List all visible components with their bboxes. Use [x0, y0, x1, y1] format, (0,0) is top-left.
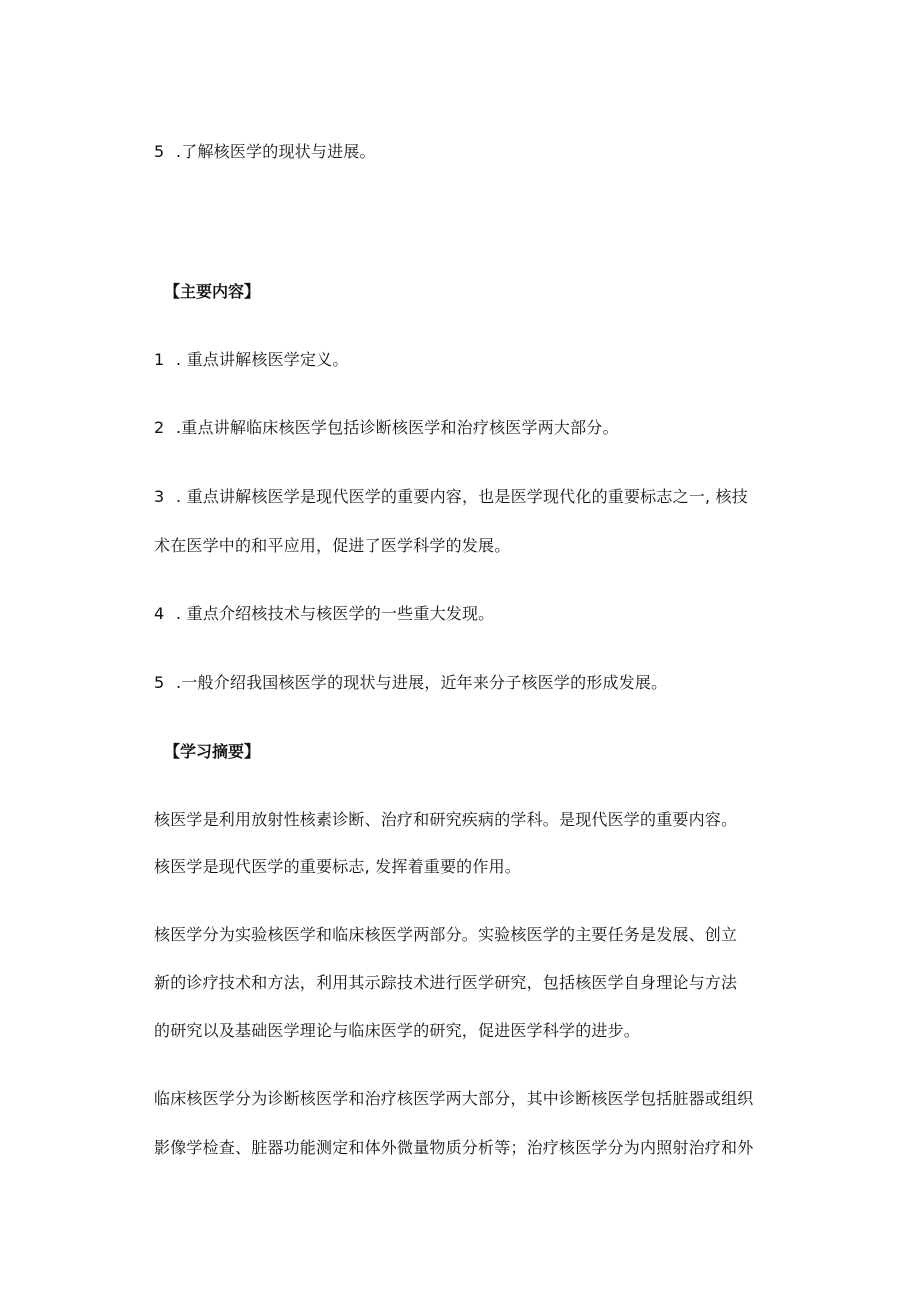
- item-number: 5: [154, 142, 165, 161]
- section-heading-study-summary: 【学习摘要】: [164, 742, 261, 761]
- main-item-4: [154, 604, 494, 624]
- summary-paragraph-3-line-2: 影像学检查、脏器功能测定和体外微量物质分析等；治疗核医学分为内照射治疗和外: [154, 1138, 754, 1157]
- item-number: 2: [154, 418, 165, 437]
- main-item-1: [154, 350, 349, 370]
- item-number: 5: [154, 673, 165, 692]
- item-text: . 重点讲解核医学定义。: [176, 350, 349, 369]
- main-item-3: [154, 487, 748, 507]
- summary-paragraph-2-line-2: 新的诊疗技术和方法，利用其示踪技术进行医学研究，包括核医学自身理论与方法: [154, 973, 738, 992]
- item-text: . 重点介绍核技术与核医学的一些重大发现。: [176, 604, 495, 623]
- summary-paragraph-3-line-1: 临床核医学分为诊断核医学和治疗核医学两大部分，其中诊断核医学包括脏器或组织: [154, 1089, 754, 1108]
- main-item-3-continuation: 术在医学中的和平应用，促进了医学科学的发展。: [154, 536, 511, 555]
- item-number: 4: [154, 604, 165, 623]
- summary-paragraph-1-line-1: 核医学是利用放射性核素诊断、治疗和研究疾病的学科。是现代医学的重要内容。: [154, 810, 738, 829]
- item-text: .一般介绍我国核医学的现状与进展，近年来分子核医学的形成发展。: [176, 673, 668, 692]
- summary-paragraph-2-line-1: 核医学分为实验核医学和临床核医学两部分。实验核医学的主要任务是发展、创立: [154, 925, 738, 944]
- goal-item-5: [154, 142, 376, 162]
- section-heading-main-content: 【主要内容】: [164, 282, 261, 301]
- item-number: 1: [154, 350, 165, 369]
- summary-paragraph-1-line-2: 核医学是现代医学的重要标志, 发挥着重要的作用。: [154, 857, 521, 876]
- item-text: .重点讲解临床核医学包括诊断核医学和治疗核医学两大部分。: [176, 418, 619, 437]
- summary-paragraph-2-line-3: 的研究以及基础医学理论与临床医学的研究，促进医学科学的进步。: [154, 1021, 641, 1040]
- item-text: . 重点讲解核医学是现代医学的重要内容，也是医学现代化的重要标志之一, 核技: [176, 487, 748, 506]
- item-number: 3: [154, 487, 165, 506]
- item-text: .了解核医学的现状与进展。: [176, 142, 376, 161]
- main-item-2: [154, 418, 619, 438]
- main-item-5: [154, 673, 667, 693]
